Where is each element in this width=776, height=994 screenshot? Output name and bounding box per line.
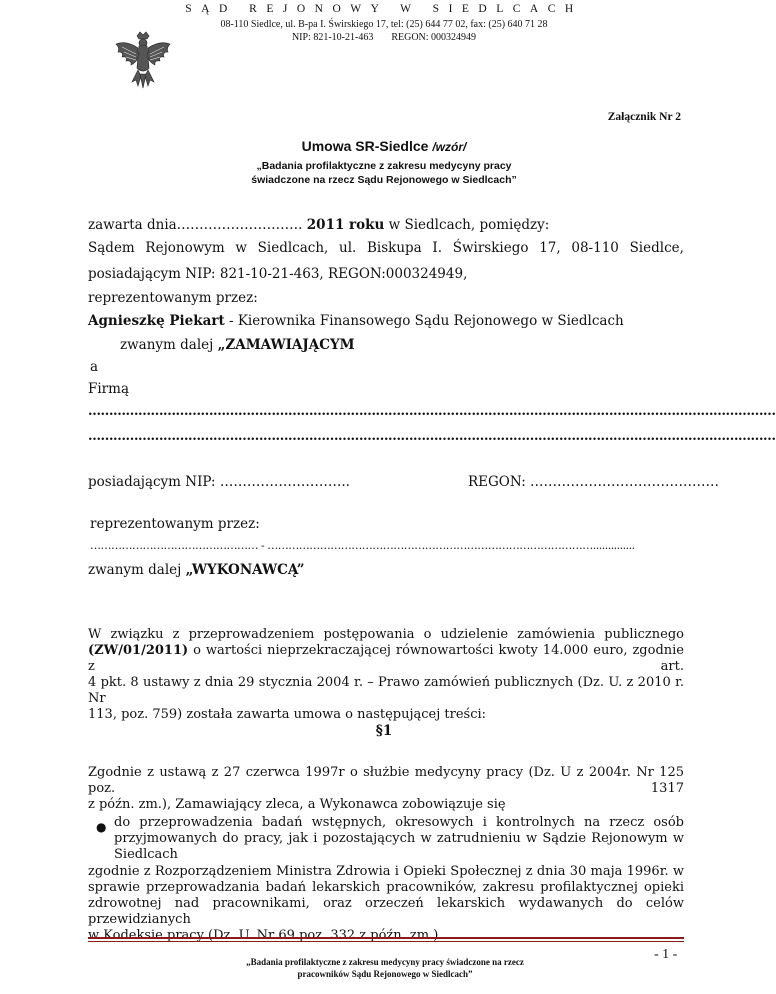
procedure-number: (ZW/01/2011) (88, 643, 189, 658)
footer-text-line1: „Badania profilaktyczne z zakresu medycyny pracy świadczone na rzecz (246, 957, 524, 967)
intro-line: W związku z przeprowadzeniem postępowania o udzielenie zamówienia publicznego (88, 627, 684, 642)
court-nip: NIP: 821-10-21-463 (291, 32, 374, 43)
bullet-line: do przeprowadzenia badań wstępnych, okresowych i kontrolnych na rzecz osób (114, 815, 684, 830)
alias-prefix: zwanym dalej (120, 337, 218, 353)
section-heading: §1 (375, 723, 393, 739)
client-ids-line: posiadającym NIP: 821-10-21-463, REGON:000324949, (88, 266, 468, 282)
contractor-nip-line: posiadającym NIP: ……………………….. (88, 474, 350, 490)
date-placeholder: zawarta dnia………………………. (88, 217, 303, 233)
subtitle-line2: świadczone na rzecz Sądu Rejonowego w Siedlcach” (251, 174, 517, 186)
address-word: I. (432, 240, 443, 256)
footer-rule-thin (88, 941, 684, 942)
contractor-name-placeholder-1: ………………………………………………………………………………………………………………………………………………… (88, 404, 776, 419)
contract-date-line (88, 217, 549, 233)
bullet-icon: ● (96, 820, 107, 834)
address-word: Rejonowym (145, 240, 225, 256)
contractor-representative-placeholder: ………………………………………… - ………………………………………………………………………………….............. (90, 539, 635, 552)
section1-line: z późn. zm.), Zamawiający zleca, a Wykonawca zobowiązuje się (88, 797, 506, 812)
representative-name: Agnieszkę Piekart (88, 313, 225, 329)
court-address: 08-110 Siedlce, ul. B-pa I. Świrskiego 17, tel: (25) 644 77 02, fax: (25) 640 71 28 (220, 19, 548, 30)
court-regon: REGON: 000324949 (391, 32, 477, 43)
contractor-name-placeholder-2: ………………………………………………………………………………………………………………………………………………… (88, 429, 776, 444)
client-representation-label: reprezentowanym przez: (88, 290, 258, 306)
intro-line: 4 pkt. 8 ustawy z dnia 29 stycznia 2004 r. – Prawo zamówień publicznych (Dz. U. z 2010 r. Nr (88, 675, 684, 706)
address-word: Biskupa (367, 240, 422, 256)
address-word: Świrskiego (452, 240, 529, 256)
intro-line: 113, poz. 759) została zawarta umowa o następującej treści: (88, 707, 487, 722)
contractor-alias: „WYKONAWCĄ” (185, 562, 305, 578)
address-word: Siedlcach, (257, 240, 329, 256)
subtitle-line1: „Badania profilaktyczne z zakresu medycyny pracy (256, 160, 512, 172)
title-suffix: /wzór/ (432, 140, 467, 154)
court-name: SĄD REJONOWY W SIEDLCACH (185, 3, 583, 15)
court-ids (0, 32, 768, 43)
footer-text-line2: pracowników Sądu Rejonowego w Siedlcach” (297, 969, 473, 979)
section1-line: zgodnie z Rozporządzeniem Ministra Zdrowia i Opieki Społecznej z dnia 30 maja 1996r. w (88, 864, 684, 879)
address-word: ul. (339, 240, 357, 256)
attachment-label: Załącznik Nr 2 (607, 111, 681, 123)
document-title (0, 138, 768, 154)
bullet-line: przyjmowanych do pracy, jak i pozostających w zatrudnieniu w Sądzie Rejonowym w (114, 831, 684, 846)
title-text: Umowa SR-Siedlce (301, 138, 429, 154)
section1-paragraph-a (88, 765, 684, 813)
section1-line: Zgodnie z ustawą z 27 czerwca 1997r o służbie medycyny pracy (Dz. U z 2004r. Nr 125 poz. 1317 (88, 765, 684, 796)
alias-prefix: zwanym dalej (88, 562, 186, 578)
representative-role: - Kierownika Finansowego Sądu Rejonowego w Siedlcach (224, 313, 624, 329)
client-alias: „ZAMAWIAJĄCYM (217, 337, 355, 353)
footer-rule-thick (88, 937, 684, 939)
contractor-regon-line: REGON: …………………………………… (468, 474, 720, 490)
client-address-line (88, 240, 684, 256)
date-line-rest: w Siedlcach, pomiędzy: (388, 217, 550, 233)
intro-line-rest: o wartości nieprzekraczającej równowartości kwoty 14.000 euro, zgodnie z art. (88, 643, 684, 674)
address-word: Sądem (88, 240, 135, 256)
intro-line (88, 643, 684, 675)
client-alias-line (120, 337, 355, 353)
contractor-alias-line (88, 562, 305, 578)
address-word: 17, (539, 240, 561, 256)
section1-line: zdrowotnej nad pracownikami, oraz orzeczeń lekarskich wydawanych do celów przewidzianych (88, 896, 684, 927)
contract-year: 2011 roku (306, 217, 385, 233)
section1-line: sprawie przeprowadzania badań lekarskich pracowników, zakresu profilaktycznej opieki (88, 880, 684, 895)
section1-bullet-item (114, 815, 684, 863)
client-representative-line (88, 313, 624, 329)
contractor-representation-label: reprezentowanym przez: (90, 516, 260, 532)
contractor-label: Firmą (88, 381, 129, 397)
bullet-line: Siedlcach (114, 847, 178, 862)
section1-paragraph-c (88, 864, 684, 944)
page-number: - 1 - (654, 947, 678, 962)
section1-line: w Kodeksie pracy (Dz. U. Nr 69 poz. 332 z późn. zm.). (88, 928, 443, 943)
address-word: Siedlce, (629, 240, 684, 256)
conjunction: a (90, 359, 99, 375)
address-word: w (235, 240, 247, 256)
address-word: 08-110 (571, 240, 619, 256)
intro-paragraph (88, 627, 684, 723)
